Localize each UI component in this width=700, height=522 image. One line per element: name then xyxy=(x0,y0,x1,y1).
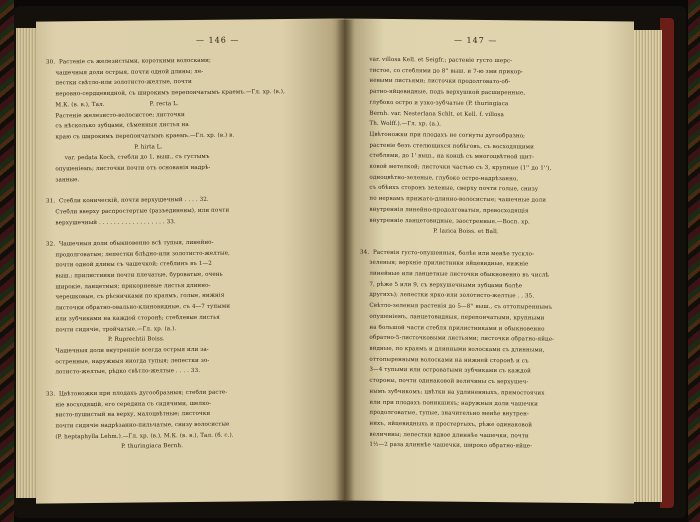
page-number-right: — 147 — xyxy=(454,35,498,46)
right-page-text: var. villosa Kell. et Seigfr.; растеніе густо шерс- тистое, со стеблями до 8'' выш. и 7-ю зми прикор- невыми листьями; листочки продолговато-об- ратно-яйцевидные, подъ верхушкой расширенные, глубоко остро и узко-зубчатые (P. thuringiaca Bernh. var. Nesterlana Schlt. et Kell. f. villosa Th. Wolff.).—Гл. хр. (а.). Цвѣтоножки при плодахъ не согнуты дугообразно; растеніе безъ стелющихся побѣговъ, съ восходящими стеблями, до 1' выш., на концѣ съ многоцвѣтной щит- ковой метелкой; листочки частью съ 3, крупные (1'' до 1''), одноцвѣтно-зеленые, глубоко остро-надрѣзанно, съ обѣихъ сторонъ зеленые, сверху почти голые, снизу по нервамъ прижато-длинно-волосистые; чашечные доли внутреннія линейно-продолговатыя, превосходящія внутренніе ланцетовидные, заостренные.—Восп. хр. P. lazica Boiss. et Ball. 34. Растенія густо-опушенныя, болѣе или менѣе тускло- зеленыя; верхніе прилистники яйцевидные, нижніе линейные или ланцетные листочки обыкновенно въ числѣ 7, рѣже 5 или 9, съ верхушечными зубцами болѣе другихъ); лепестки ярко-или золотисто-желтые . . 35. Свѣтло-зеленыя растенія до 5—8'' выш., съ оттопыреннымъ опушеніемъ, ланцетовидныя, перепончатыми, крупными на большой части стебля прилистниками и обыкновенно обратно-5-листочковыми листьями; листочки обратно-яйце- видные, по краямъ и длинными волосками съ длинными, оттопыренными волосками на нижней сторонѣ и съ 3—4 тупыми или островатыми зубчиками съ каждой стороны, почти одинаковой величины съ верхушеч- нымъ зубчикомъ; цвѣтки на удлиненныхъ, прямостоячих или при плодахъ поникшихъ; наружныя доли чашечки продолговатые, тупые, значительно менѣе внутрен- нихъ, яйцевидныхъ и простертыхъ, рѣже одинаковой величины; лепестки вдвое длиннѣе чашечки, почти 1½—2 раза длиннѣе чашечки, широко обратно-яйце- xyxy=(360,56,555,450)
page-edges-right xyxy=(632,30,662,502)
book-gutter xyxy=(336,20,354,502)
page-number-left: — 146 — xyxy=(196,35,240,45)
fabric-background-right xyxy=(688,0,700,522)
left-page-text: 30. Растеніе съ железистыми, короткими волосками; чашечныя доли острыя, почти одной длины; ле- пестки свѣтло-или золотисто-желтые, почти неровно-сердцевидной, съ широкимъ перепончатымъ краемъ.—Гл. хр. (в.), М.К. (в. в.), Тал. P. recta L. Растеніе железисто-волосистое; листочки съ нѣсколько зубцами, сѣменныя листья на краю съ широкимъ перепончатымъ краемъ.—Гл. хр. (в.) в. P. hirta L. var. pedata Koch, стебли до 1, выш., съ густымъ опушеніемъ; листочки почти отъ основанія надрѣ- занные. 31. Стебли коническій, почти верхушечный . . . . 32. Стебли вверху распростертые (разъединены), или почти верхушечный . . . . . . . . . . . . . . . . . . 33. 32. Чашечныя доли обыкновенно всѣ тупыя, линейно- продолговатые; лепестки блѣдно-или золотисто-желтые, почти одной длины съ чашечкой; стеблинъ въ 1—2 выш.; прилистники почти плечатые, буроватые, очень широкіе, ланцетныя; прикорневые листья длинно- черешковые, съ рѣсничками по краямъ, голые, нижнія листочки обратно-овально-клиновидные, съ 4—7 тупыми или зубчиками на каждой сторонѣ; стеблевые листья почти сидячіе, тройчатые.—Гл. хр. (а.). P. Ruprechtii Boiss. Чашечныя доли внутренніе всегда острыя или за- остренные, наружныя иногда тупыя; лепестки зо- лотисто-желтые, рѣдко свѣтло-желтые . . . . 33. 33. Цвѣтоножки при плодахъ дугообразныя; стебли расте- ніе восходящій, его середина съ сидячими, шелко- висто-пушистый на верху, малоцвѣтные; листочки почти сидячіе надрѣзанно-пильчатые, снизу волосистые (P. heptaphylla Lehm.).—Гл. хр. (в.), М.К. (в. в.), Тал. (б. с.). P. thuringiaca Bernh. xyxy=(46,57,285,451)
book-cover-right xyxy=(660,18,674,508)
fabric-background-left xyxy=(0,0,14,522)
left-page xyxy=(36,18,344,503)
right-page xyxy=(344,18,634,503)
page-edges-left xyxy=(16,28,38,498)
